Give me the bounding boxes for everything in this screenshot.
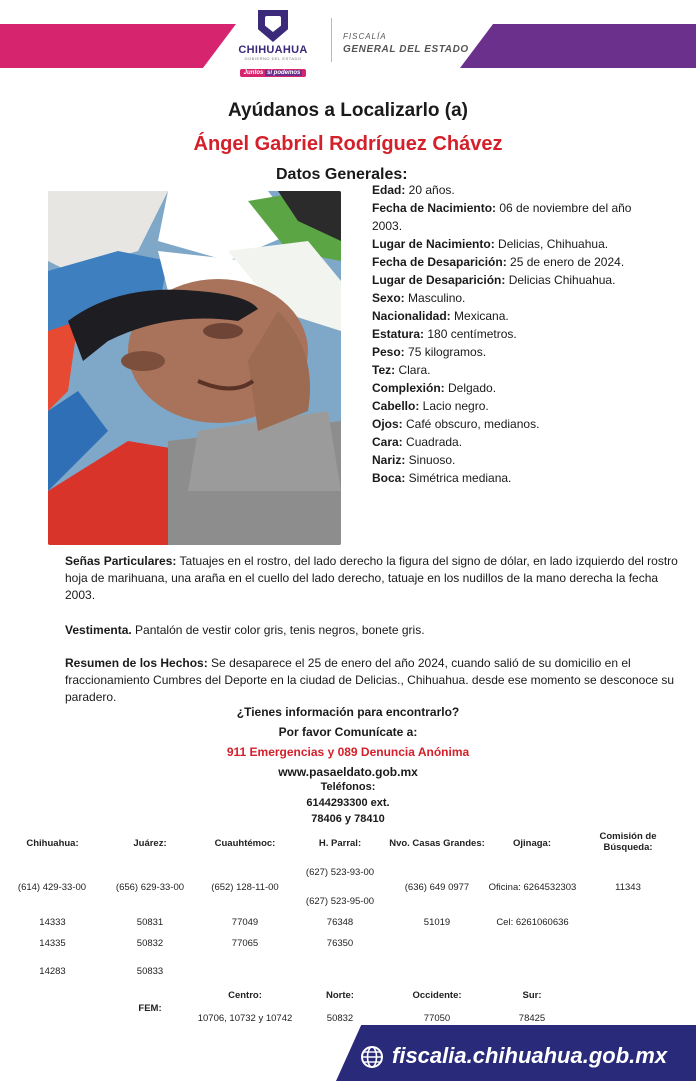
parral-ext: 76350 (326, 938, 354, 949)
detail-row (372, 361, 662, 379)
phone-main: 6144293300 ext. (306, 797, 390, 809)
fem-label: FEM: (138, 1003, 162, 1014)
detail-row (372, 199, 662, 235)
parral-phone-1: (627) 523-93-00 (305, 867, 375, 878)
col-occidente: Occidente: (412, 990, 462, 1001)
col-casas-grandes: Nvo. Casas Grandes: (389, 838, 485, 849)
detail-label: Tez: (372, 363, 396, 377)
detail-value: Delicias, Chihuahua. (494, 237, 609, 251)
detail-label: Cabello: (372, 399, 420, 413)
detail-row (372, 343, 662, 361)
detail-label: Boca: (372, 471, 406, 485)
shield-icon (258, 10, 288, 42)
detail-row (372, 325, 662, 343)
chihuahua-phone: (614) 429-33-00 (17, 882, 87, 893)
detail-value: Simétrica mediana. (405, 471, 512, 485)
fem-occidente: 77050 (423, 1013, 451, 1024)
detail-label: Sexo: (372, 291, 405, 305)
casas-ext: 51019 (423, 917, 451, 928)
comision-ext: 11343 (615, 882, 641, 893)
detail-value: 06 de noviembre del año 2003. (372, 201, 632, 233)
general-details (372, 181, 662, 487)
col-cuauhtemoc: Cuauhtémoc: (214, 838, 276, 849)
detail-label: Fecha de Nacimiento: (372, 201, 497, 215)
state-name: CHIHUAHUA (238, 44, 308, 56)
detail-row (372, 253, 662, 271)
detail-value: Clara. (395, 363, 431, 377)
case-summary: Resumen de los Hechos: Se desaparece el 25 de enero del año 2024, cuando salió de su domicilio en el fraccionamiento Cumbres del Deporte en la ciudad de Delicias., Chihuahua. desde ese momento se desconoce su paradero. (65, 656, 675, 704)
detail-value: Delicias Chihuahua. (505, 273, 616, 287)
detail-row (372, 397, 662, 415)
detail-label: Edad: (372, 183, 406, 197)
detail-value: Sinuoso. (405, 453, 456, 467)
agency-label-big: GENERAL DEL ESTADO (343, 44, 469, 55)
fem-norte: 50832 (326, 1013, 354, 1024)
missing-person-name: Ángel Gabriel Rodríguez Chávez (193, 133, 503, 155)
missing-person-photo (48, 191, 341, 545)
detail-label: Nacionalidad: (372, 309, 451, 323)
fem-sur: 78425 (518, 1013, 546, 1024)
section-title: Datos Generales: (276, 166, 408, 180)
detail-value: Café obscuro, medianos. (402, 417, 540, 431)
detail-row (372, 433, 662, 451)
fem-centro: 10706, 10732 y 10742 (197, 1013, 293, 1024)
detail-label: Ojos: (372, 417, 403, 431)
detail-value: Delgado. (444, 381, 497, 395)
detail-label: Cara: (372, 435, 403, 449)
contact-please: Por favor Comunícate a: (278, 725, 418, 739)
cuauhtemoc-ext: 77049 (231, 917, 259, 928)
header-divider (331, 18, 332, 62)
detail-row (372, 307, 662, 325)
detail-value: 180 centímetros. (424, 327, 517, 341)
detail-label: Estatura: (372, 327, 425, 341)
detail-value: 25 de enero de 2024. (506, 255, 625, 269)
detail-row (372, 271, 662, 289)
state-logo (228, 10, 318, 82)
emergency-numbers: 911 Emergencias y 089 Denuncia Anónima (226, 745, 470, 759)
clothing: Vestimenta. Pantalón de vestir color gris, tenis negros, bonete gris. (65, 623, 425, 637)
juarez-ext: 50832 (136, 938, 164, 949)
detail-row (372, 451, 662, 469)
detail-row (372, 289, 662, 307)
contact-question: ¿Tienes información para encontrarlo? (236, 705, 460, 719)
detail-label: Peso: (372, 345, 405, 359)
juarez-phone: (656) 629-33-00 (115, 882, 185, 893)
phones-label: Teléfonos: (320, 781, 376, 793)
col-comision: Comisión de Búsqueda: (599, 831, 657, 853)
detail-row (372, 469, 662, 487)
detail-value: Mexicana. (450, 309, 509, 323)
footer-url[interactable]: fiscalia.chihuahua.gob.mx (392, 1043, 668, 1068)
parral-ext: 76348 (326, 917, 354, 928)
detail-row (372, 379, 662, 397)
website-link[interactable]: www.pasaeldato.gob.mx (278, 765, 418, 779)
detail-label: Nariz: (372, 453, 406, 467)
detail-value: Lacio negro. (419, 399, 489, 413)
parral-phone-2: (627) 523-95-00 (305, 896, 375, 907)
cuauhtemoc-ext: 77065 (231, 938, 259, 949)
detail-label: Fecha de Desaparición: (372, 255, 507, 269)
cuauhtemoc-phone: (652) 128-11-00 (211, 882, 279, 893)
detail-value: 75 kilogramos. (404, 345, 487, 359)
detail-label: Lugar de Desaparición: (372, 273, 506, 287)
col-parral: H. Parral: (318, 838, 362, 849)
detail-value: Cuadrada. (402, 435, 463, 449)
juarez-ext: 50831 (136, 917, 164, 928)
juarez-ext: 50833 (136, 966, 164, 977)
ojinaga-office: Oficina: 6264532303 (488, 882, 577, 893)
phone-extensions: 78406 y 78410 (311, 813, 385, 825)
globe-icon (360, 1045, 384, 1069)
header-band-right (460, 24, 696, 68)
chihuahua-ext: 14283 (39, 966, 66, 977)
chihuahua-ext: 14333 (39, 917, 66, 928)
detail-label: Lugar de Nacimiento: (372, 237, 495, 251)
detail-value: Masculino. (404, 291, 466, 305)
header-band-left (0, 24, 236, 68)
state-subtitle: GOBIERNO DEL ESTADO (244, 56, 302, 61)
col-centro: Centro: (228, 990, 262, 1001)
col-chihuahua: Chihuahua: (26, 838, 79, 849)
page-title: Ayúdanos a Localizarlo (a) (227, 100, 468, 121)
col-ojinaga: Ojinaga: (512, 838, 551, 849)
casas-phone: (636) 649 0977 (404, 882, 470, 893)
detail-row (372, 181, 662, 199)
detail-value: 20 años. (405, 183, 455, 197)
slogan-badge: Juntos sí podemos (240, 69, 307, 77)
chihuahua-ext: 14335 (39, 938, 66, 949)
col-norte: Norte: (326, 990, 354, 1001)
detail-label: Complexión: (372, 381, 445, 395)
detail-row (372, 415, 662, 433)
col-sur: Sur: (522, 990, 542, 1001)
detail-row (372, 235, 662, 253)
agency-label-small: FISCALÍA (343, 32, 387, 41)
distinguishing-marks: Señas Particulares: Tatuajes en el rostro, del lado derecho la figura del signo de dólar, en lado izquierdo del rostro hoja de marihuana, una araña en el cuello del lado derecho, tatuaje en los nudillos de la mano derecha la fecha 2003. (65, 554, 678, 602)
ojinaga-cel: Cel: 6261060636 (496, 917, 569, 928)
col-juarez: Juárez: (133, 838, 167, 849)
